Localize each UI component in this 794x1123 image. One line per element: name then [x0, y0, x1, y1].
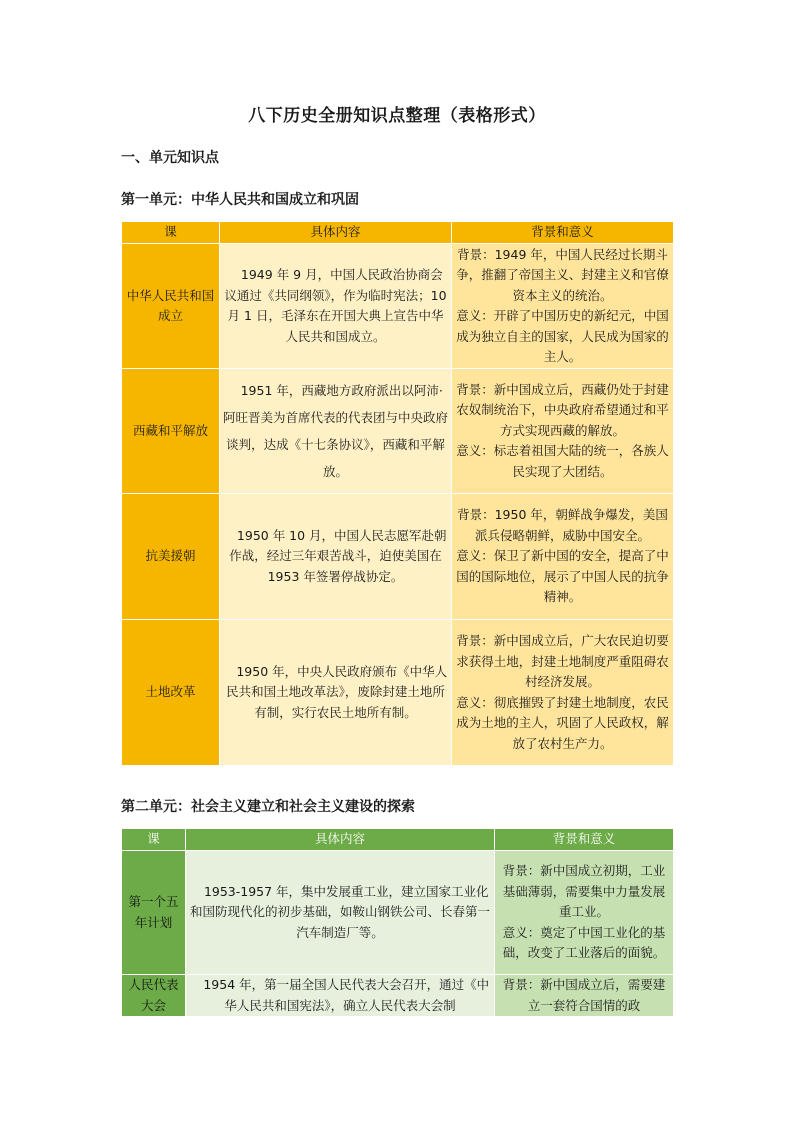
content-cell: 1950 年 10 月，中国人民志愿军赴朝作战，经过三年艰苦战斗，迫使美国在 1953 年签署停战协定。 — [220, 494, 452, 620]
unit2-heading: 第二单元：社会主义建立和社会主义建设的探索 — [121, 799, 415, 815]
header-lesson: 课 — [122, 829, 186, 851]
content-cell: 1953-1957 年，集中发展重工业，建立国家工业化和国防现代化的初步基础，如鞍山钢铁公司、长春第一汽车制造厂等。 — [186, 851, 495, 975]
table-header-row — [122, 829, 674, 851]
lesson-cell: 第一个五年计划 — [122, 851, 186, 975]
background-cell: 背景：新中国成立初期，工业基础薄弱，需要集中力量发展重工业。 意义：奠定了中国工业化的基础，改变了工业落后的面貌。 — [495, 851, 674, 975]
content-cell: 1949 年 9 月，中国人民政治协商会议通过《共同纲领》，作为临时宪法；10 月 1 日，毛泽东在开国大典上宣告中华人民共和国成立。 — [220, 244, 452, 369]
unit2-table — [121, 828, 674, 1017]
table-row — [122, 369, 674, 494]
lesson-cell: 中华人民共和国成立 — [122, 244, 220, 369]
table-row — [122, 851, 674, 975]
table-header-row — [122, 222, 674, 244]
background-cell: 背景：新中国成立后，广大农民迫切要求获得土地，封建土地制度严重阻碍农村经济发展。 意义：彻底摧毁了封建土地制度，农民成为土地的主人，巩固了人民政权，解放了农村生产力。 — [452, 620, 674, 766]
header-lesson: 课 — [122, 222, 220, 244]
unit1-table — [121, 221, 674, 766]
header-background: 背景和意义 — [452, 222, 674, 244]
header-content: 具体内容 — [220, 222, 452, 244]
table-row — [122, 494, 674, 620]
content-cell: 1950 年，中央人民政府颁布《中华人民共和国土地改革法》，废除封建土地所有制，实行农民土地所有制。 — [220, 620, 452, 766]
table-row — [122, 244, 674, 369]
background-cell: 背景：1949 年，中国人民经过长期斗争，推翻了帝国主义、封建主义和官僚资本主义的统治。 意义：开辟了中国历史的新纪元，中国成为独立自主的国家，人民成为国家的主人。 — [452, 244, 674, 369]
document-title: 八下历史全册知识点整理（表格形式） — [248, 106, 546, 126]
header-content: 具体内容 — [186, 829, 495, 851]
lesson-cell: 土地改革 — [122, 620, 220, 766]
content-cell: 1954 年，第一届全国人民代表大会召开，通过《中华人民共和国宪法》，确立人民代表大会制 — [186, 975, 495, 1017]
lesson-cell: 西藏和平解放 — [122, 369, 220, 494]
header-background: 背景和意义 — [495, 829, 674, 851]
lesson-cell: 抗美援朝 — [122, 494, 220, 620]
section-heading: 一、单元知识点 — [121, 150, 219, 166]
table-row — [122, 620, 674, 766]
background-cell: 背景：1950 年，朝鲜战争爆发，美国派兵侵略朝鲜，威胁中国安全。 意义：保卫了新中国的安全，提高了中国的国际地位，展示了中国人民的抗争精神。 — [452, 494, 674, 620]
background-cell: 背景：新中国成立后，西藏仍处于封建农奴制统治下，中央政府希望通过和平方式实现西藏的解放。 意义：标志着祖国大陆的统一，各族人民实现了大团结。 — [452, 369, 674, 494]
table-row — [122, 975, 674, 1017]
content-cell: 1951 年，西藏地方政府派出以阿沛·阿旺晋美为首席代表的代表团与中央政府谈判，达成《十七条协议》，西藏和平解放。 — [220, 369, 452, 494]
unit1-heading: 第一单元：中华人民共和国成立和巩固 — [121, 192, 359, 208]
background-cell: 背景：新中国成立后，需要建立一套符合国情的政 — [495, 975, 674, 1017]
lesson-cell: 人民代表大会 — [122, 975, 186, 1017]
